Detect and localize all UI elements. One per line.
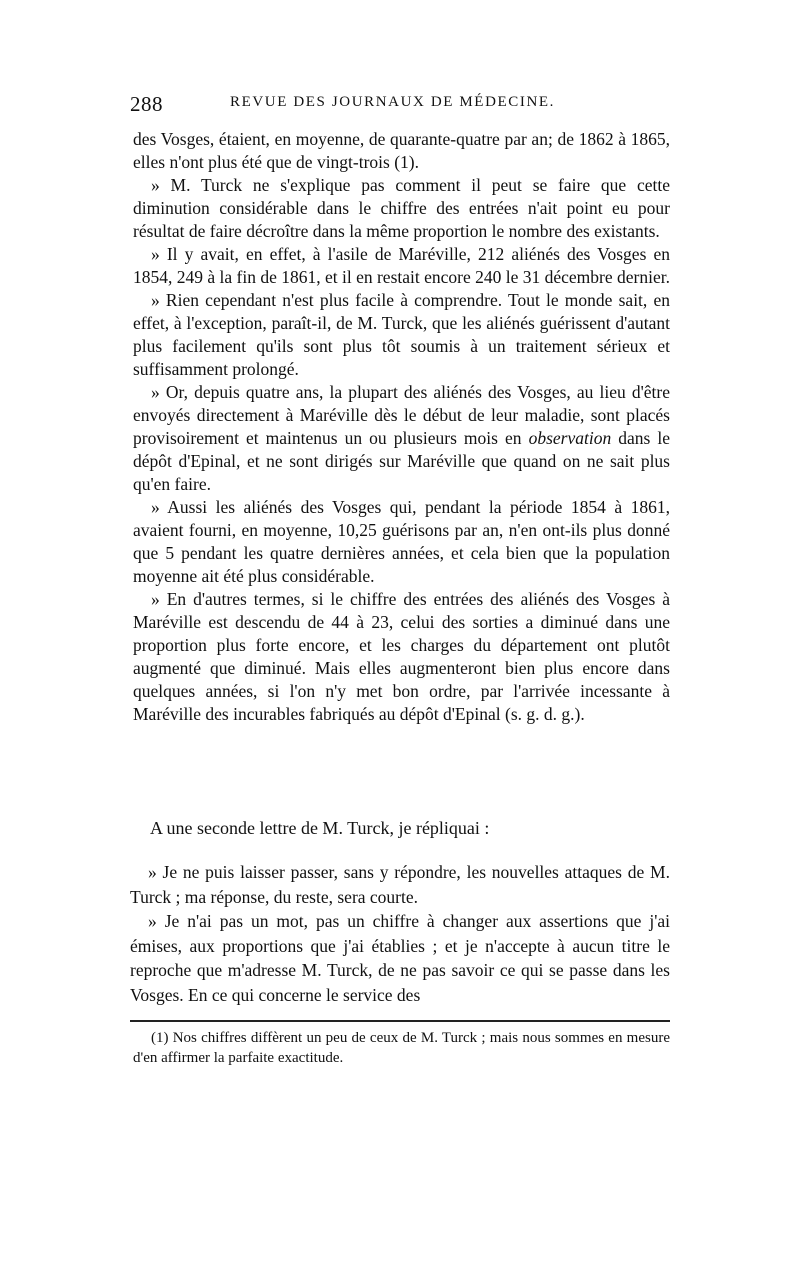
main-text-2	[130, 860, 670, 1007]
paragraph	[133, 381, 670, 496]
main-text	[133, 128, 670, 726]
text-span: » Or, depuis quatre ans, la plupart des aliénés des Vosges, au lieu d'être envoyés directement à Maréville dès le début de leur maladie, sont placés provisoirement et maintenus un ou plusieurs mois en	[133, 382, 670, 448]
footnote-rule	[130, 1020, 670, 1022]
paragraph: » En d'autres termes, si le chiffre des entrées des aliénés des Vosges à Maréville est descendu de 44 à 23, celui des sorties a diminué dans une proportion plus forte encore, et les charges du département ont plutôt augmenté que diminué. Mais elles augmenteront bien plus encore dans quelques années, si l'on n'y met bon ordre, par l'arrivée incessante à Maréville des incurables fabriqués au dépôt d'Epinal (s. g. d. g.).	[133, 589, 670, 724]
paragraph: des Vosges, étaient, en moyenne, de quarante-quatre par an; de 1862 à 1865, elles n'ont plus été que de vingt-trois (1).	[133, 129, 670, 172]
paragraph: » Aussi les aliénés des Vosges qui, pendant la période 1854 à 1861, avaient fourni, en moyenne, 10,25 guérisons par an, n'en ont-ils plus donné que 5 pendant les quatre dernières années, et cela bien que la population moyenne ait été plus considérable.	[133, 497, 670, 586]
paragraph: » Je ne puis laisser passer, sans y répondre, les nouvelles attaques de M. Turck ; ma réponse, du reste, sera courte.	[130, 862, 670, 907]
footnote	[133, 1028, 670, 1068]
page-header	[130, 92, 670, 118]
paragraph: » Je n'ai pas un mot, pas un chiffre à changer aux assertions que j'ai émises, aux proportions que j'ai établies ; et je n'accepte à aucun titre le reproche que m'adresse M. Turck, de ne pas savoir ce qui se passe dans les Vosges. En ce qui concerne le service des	[130, 911, 670, 1005]
footnote-text: (1) Nos chiffres diffèrent un peu de ceux de M. Turck ; mais nous sommes en mesure d'en affirmer la parfaite exactitude.	[133, 1030, 670, 1066]
italic-term: observation	[528, 428, 612, 448]
page-number: 288	[130, 92, 163, 116]
paragraph: » M. Turck ne s'explique pas comment il peut se faire que cette diminution considérable dans le chiffre des entrées n'ait point eu pour résultat de faire décroître dans la même proportion le nombre des existants.	[133, 175, 670, 241]
paragraph: » Rien cependant n'est plus facile à comprendre. Tout le monde sait, en effet, à l'exception, paraît-il, de M. Turck, que les aliénés guérissent d'autant plus facilement qu'ils sont plus tôt soumis à un traitement sérieux et suffisamment prolongé.	[133, 290, 670, 379]
text-span: dans le dépôt d'Epinal, et ne sont dirigés sur Maréville que quand on ne sait plus qu'en faire.	[133, 428, 670, 494]
section-intro: A une seconde lettre de M. Turck, je répliquai :	[150, 818, 490, 838]
paragraph: » Il y avait, en effet, à l'asile de Maréville, 212 aliénés des Vosges en 1854, 249 à la fin de 1861, et il en restait encore 240 le 31 décembre dernier.	[133, 244, 670, 287]
running-title: REVUE DES JOURNAUX DE MÉDECINE.	[230, 94, 556, 110]
